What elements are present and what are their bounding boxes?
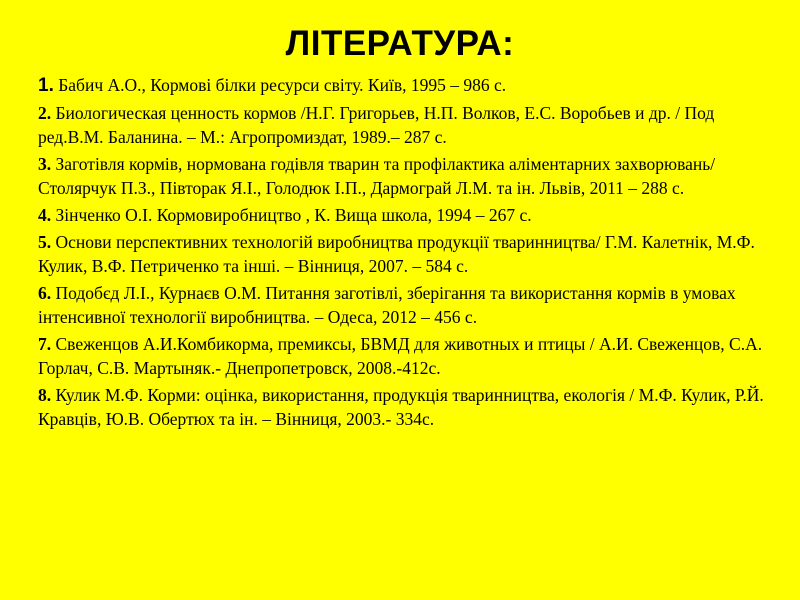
reference-number: 8.: [38, 385, 52, 405]
reference-item: [38, 152, 778, 200]
reference-item: [38, 332, 778, 380]
reference-number: 1.: [38, 75, 54, 96]
reference-text: Бабич А.О., Кормові білки ресурси світу. Київ, 1995 – 986 с.: [53, 75, 507, 95]
reference-text: Подобєд Л.І., Курнаєв О.М. Питання заготівлі, зберігання та використання кормів в умовах інтенсивної технології виробництва. – Одеса, 2012 – 456 с.: [38, 283, 736, 327]
reference-text: Заготівля кормів, нормована годівля тварин та профілактика аліментарних захворювань/ Столярчук П.З., Півторак Я.І., Голодюк І.П., Дармограй Л.М. та ін. Львів, 2011 – 288 с.: [38, 154, 716, 198]
reference-text: Кулик М.Ф. Корми: оцінка, використання, продукція тваринництва, екологія / М.Ф. Кулик, Р.Й. Кравців, Ю.В. Обертюх та ін. – Вінниця, 2003.- 334с.: [38, 385, 764, 429]
reference-number: 3.: [38, 154, 52, 174]
reference-text: Свеженцов А.И.Комбикорма, премиксы, БВМД для животных и птицы / А.И. Свеженцов, С.А. Горлач, С.В. Мартыняк.- Днепропетровск, 2008.-412с.: [38, 334, 763, 378]
reference-number: 5.: [38, 232, 52, 252]
reference-number: 2.: [38, 103, 52, 123]
reference-number: 4.: [38, 205, 52, 225]
reference-item: [38, 101, 778, 149]
reference-text: Биологическая ценность кормов /Н.Г. Григорьев, Н.П. Волков, Е.С. Воробьев и др. / Под ред.В.М. Баланина. – М.: Агропромиздат, 1989.– 287 с.: [38, 103, 715, 147]
reference-list: [38, 73, 778, 434]
slide-title: ЛІТЕРАТУРА:: [285, 24, 515, 63]
reference-item: [38, 73, 778, 98]
reference-number: 7.: [38, 334, 52, 354]
reference-item: [38, 383, 778, 431]
reference-text: Зінченко О.І. Кормовиробництво , К. Вища школа, 1994 – 267 с.: [51, 205, 532, 225]
reference-item: [38, 230, 778, 278]
reference-item: [38, 281, 778, 329]
reference-number: 6.: [38, 283, 52, 303]
reference-text: Основи перспективних технологій виробництва продукції тваринництва/ Г.М. Калетнік, М.Ф. Кулик, В.Ф. Петриченко та інші. – Вінниця, 2007. – 584 с.: [38, 232, 755, 276]
reference-item: [38, 203, 778, 227]
